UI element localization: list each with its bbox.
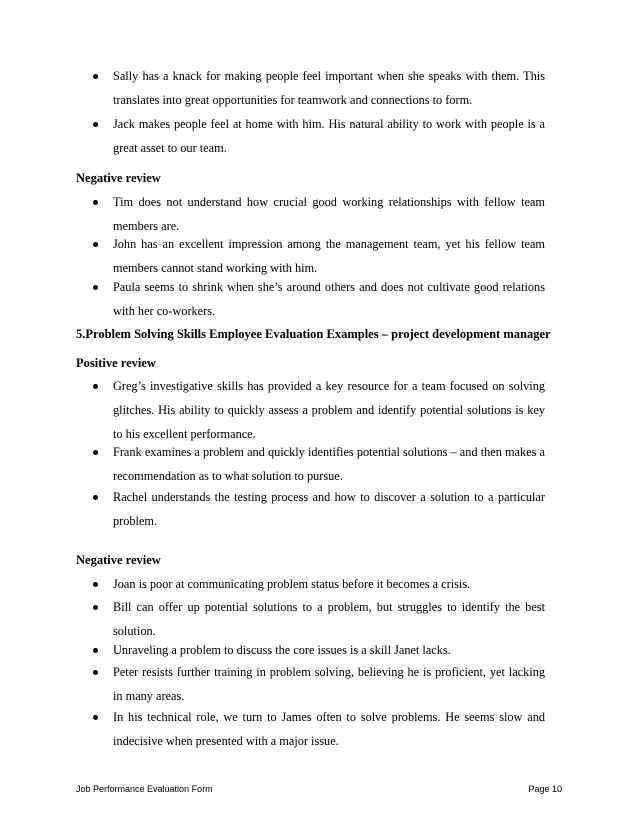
- list-item-text: Tim does not understand how crucial good working relationships with fellow team members are.: [113, 195, 545, 233]
- list-item-text: Sally has a knack for making people feel important when she speaks with them. This translates into great opportunities for teamwork and connections to form.: [113, 69, 545, 107]
- list-item-text: Greg’s investigative skills has provided a key resource for a team focused on solving glitches. His ability to quickly assess a problem and identify potential solutions is key to his excellent performance.: [113, 379, 545, 441]
- bullet-icon: [93, 495, 98, 500]
- list-item-text: Joan is poor at communicating problem status before it becomes a crisis.: [113, 577, 471, 591]
- list-item-text: Unraveling a problem to discuss the core issues is a skill Janet lacks.: [113, 643, 451, 657]
- bullet-icon: [93, 715, 98, 720]
- section-heading: 5.Problem Solving Skills Employee Evaluation Examples – project development manager: [76, 327, 551, 341]
- list-item-text: In his technical role, we turn to James often to solve problems. He seems slow and indecisive when presented with a major issue.: [113, 710, 545, 748]
- list-item-text: Paula seems to shrink when she’s around others and does not cultivate good relations with her co-workers.: [113, 280, 545, 318]
- list-item-text: Peter resists further training in problem solving, believing he is proficient, yet lacking in many areas.: [113, 665, 545, 703]
- bullet-icon: [93, 670, 98, 675]
- list-item-text: Bill can offer up potential solutions to a problem, but struggles to identify the best solution.: [113, 600, 545, 638]
- list-item-text: Rachel understands the testing process and how to discover a solution to a particular problem.: [113, 490, 545, 528]
- bullet-icon: [93, 582, 98, 587]
- bullet-icon: [93, 384, 98, 389]
- bullet-icon: [93, 242, 98, 247]
- bullet-icon: [93, 450, 98, 455]
- section-heading: Negative review: [76, 171, 161, 185]
- bullet-icon: [93, 285, 98, 290]
- list-item-text: Jack makes people feel at home with him. His natural ability to work with people is a great asset to our team.: [113, 117, 545, 155]
- footer-form-title: Job Performance Evaluation Form: [76, 784, 213, 794]
- footer-page-number: Page 10: [528, 784, 562, 794]
- bullet-icon: [93, 605, 98, 610]
- section-heading: Negative review: [76, 553, 161, 567]
- bullet-icon: [93, 74, 98, 79]
- bullet-icon: [93, 648, 98, 653]
- list-item-text: Frank examines a problem and quickly identifies potential solutions – and then makes a recommendation as to what solution to pursue.: [113, 445, 545, 483]
- list-item-text: John has an excellent impression among the management team, yet his fellow team members cannot stand working with him.: [113, 237, 545, 275]
- bullet-icon: [93, 200, 98, 205]
- section-heading: Positive review: [76, 356, 156, 370]
- bullet-icon: [93, 122, 98, 127]
